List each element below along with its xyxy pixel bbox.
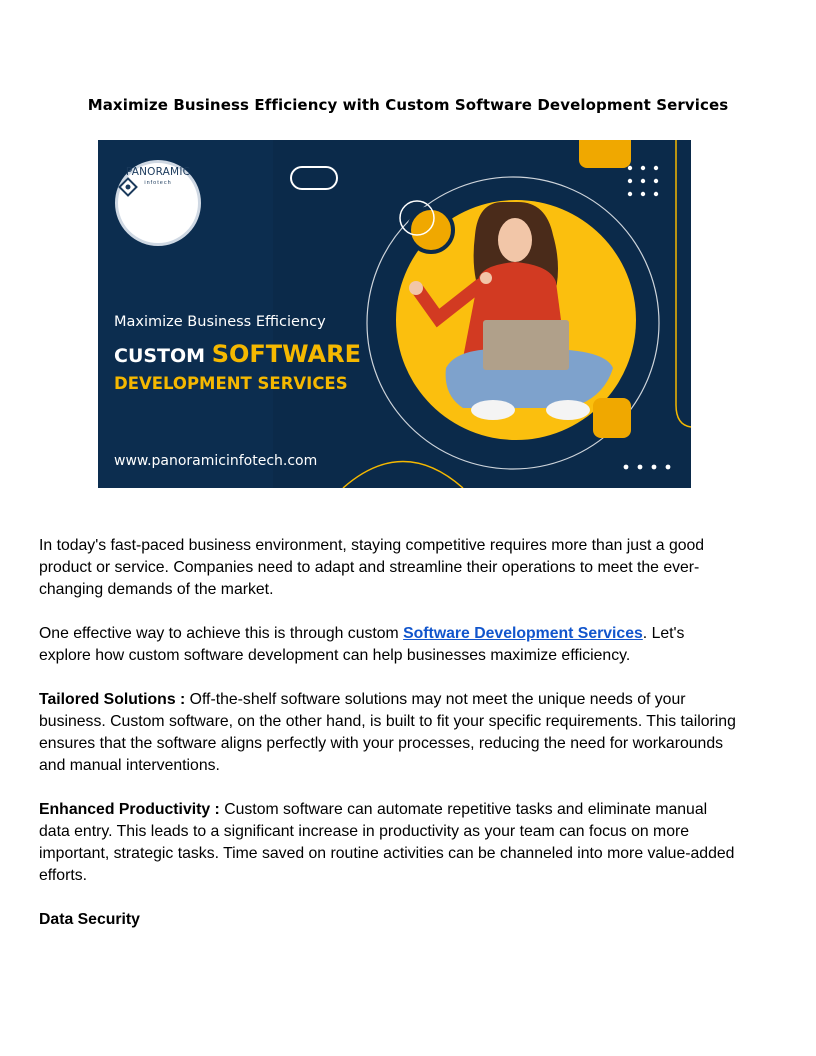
paragraph-approach-end: . Let's explore how custom software development can help businesses maximize efficiency. xyxy=(39,625,685,664)
banner-services-text: DEVELOPMENT SERVICES xyxy=(114,374,348,393)
tailored-solutions-text: Off-the-shelf software solutions may not meet the unique needs of your business. Custom software, on the other hand, is built to fit your specific requirements. This tailoring ensures that the software aligns perfectly with your processes, reducing the need for workarounds and manual interventions. xyxy=(39,691,736,774)
banner-subheadline xyxy=(114,340,361,368)
tailored-solutions-heading: Tailored Solutions : xyxy=(39,691,186,708)
paragraph-tailored-solutions xyxy=(39,689,739,777)
top-orange-block xyxy=(579,140,631,168)
hero-banner-image xyxy=(98,140,691,488)
enhanced-productivity-heading: Enhanced Productivity : xyxy=(39,801,220,818)
banner-word-custom: CUSTOM xyxy=(114,345,212,367)
diamond-logo-icon xyxy=(118,177,138,197)
paragraph-intro: In today's fast-paced business environment, staying competitive requires more than just a good product or service. Companies need to adapt and streamline their operations to meet the ever-changing demands of the market. xyxy=(39,537,705,598)
banner-word-software: SOFTWARE xyxy=(211,340,361,368)
paragraph-data-security xyxy=(39,909,739,931)
document-title: Maximize Business Efficiency with Custom Software Development Services xyxy=(87,96,729,114)
small-orange-circle xyxy=(409,208,453,252)
paragraph-approach xyxy=(39,623,739,667)
logo-sub-text: infotech xyxy=(144,180,172,186)
data-security-heading: Data Security xyxy=(39,911,140,928)
software-development-services-link[interactable]: Software Development Services xyxy=(403,625,643,642)
article-body xyxy=(39,535,739,953)
banner-website-url: www.panoramicinfotech.com xyxy=(114,453,318,469)
brand-logo xyxy=(115,160,201,246)
bottom-orange-block xyxy=(593,398,631,438)
paragraph-enhanced-productivity xyxy=(39,799,739,887)
logo-name-text: PANORAMIC xyxy=(125,166,191,178)
banner-headline: Maximize Business Efficiency xyxy=(114,314,326,330)
enhanced-productivity-text: Custom software can automate repetitive tasks and eliminate manual data entry. This leads to a significant increase in productivity as your team can focus on more important, strategic tasks. Time saved on routine activities can be channeled into more value-added efforts. xyxy=(39,801,735,884)
paragraph-approach-start: One effective way to achieve this is through custom xyxy=(39,625,404,642)
